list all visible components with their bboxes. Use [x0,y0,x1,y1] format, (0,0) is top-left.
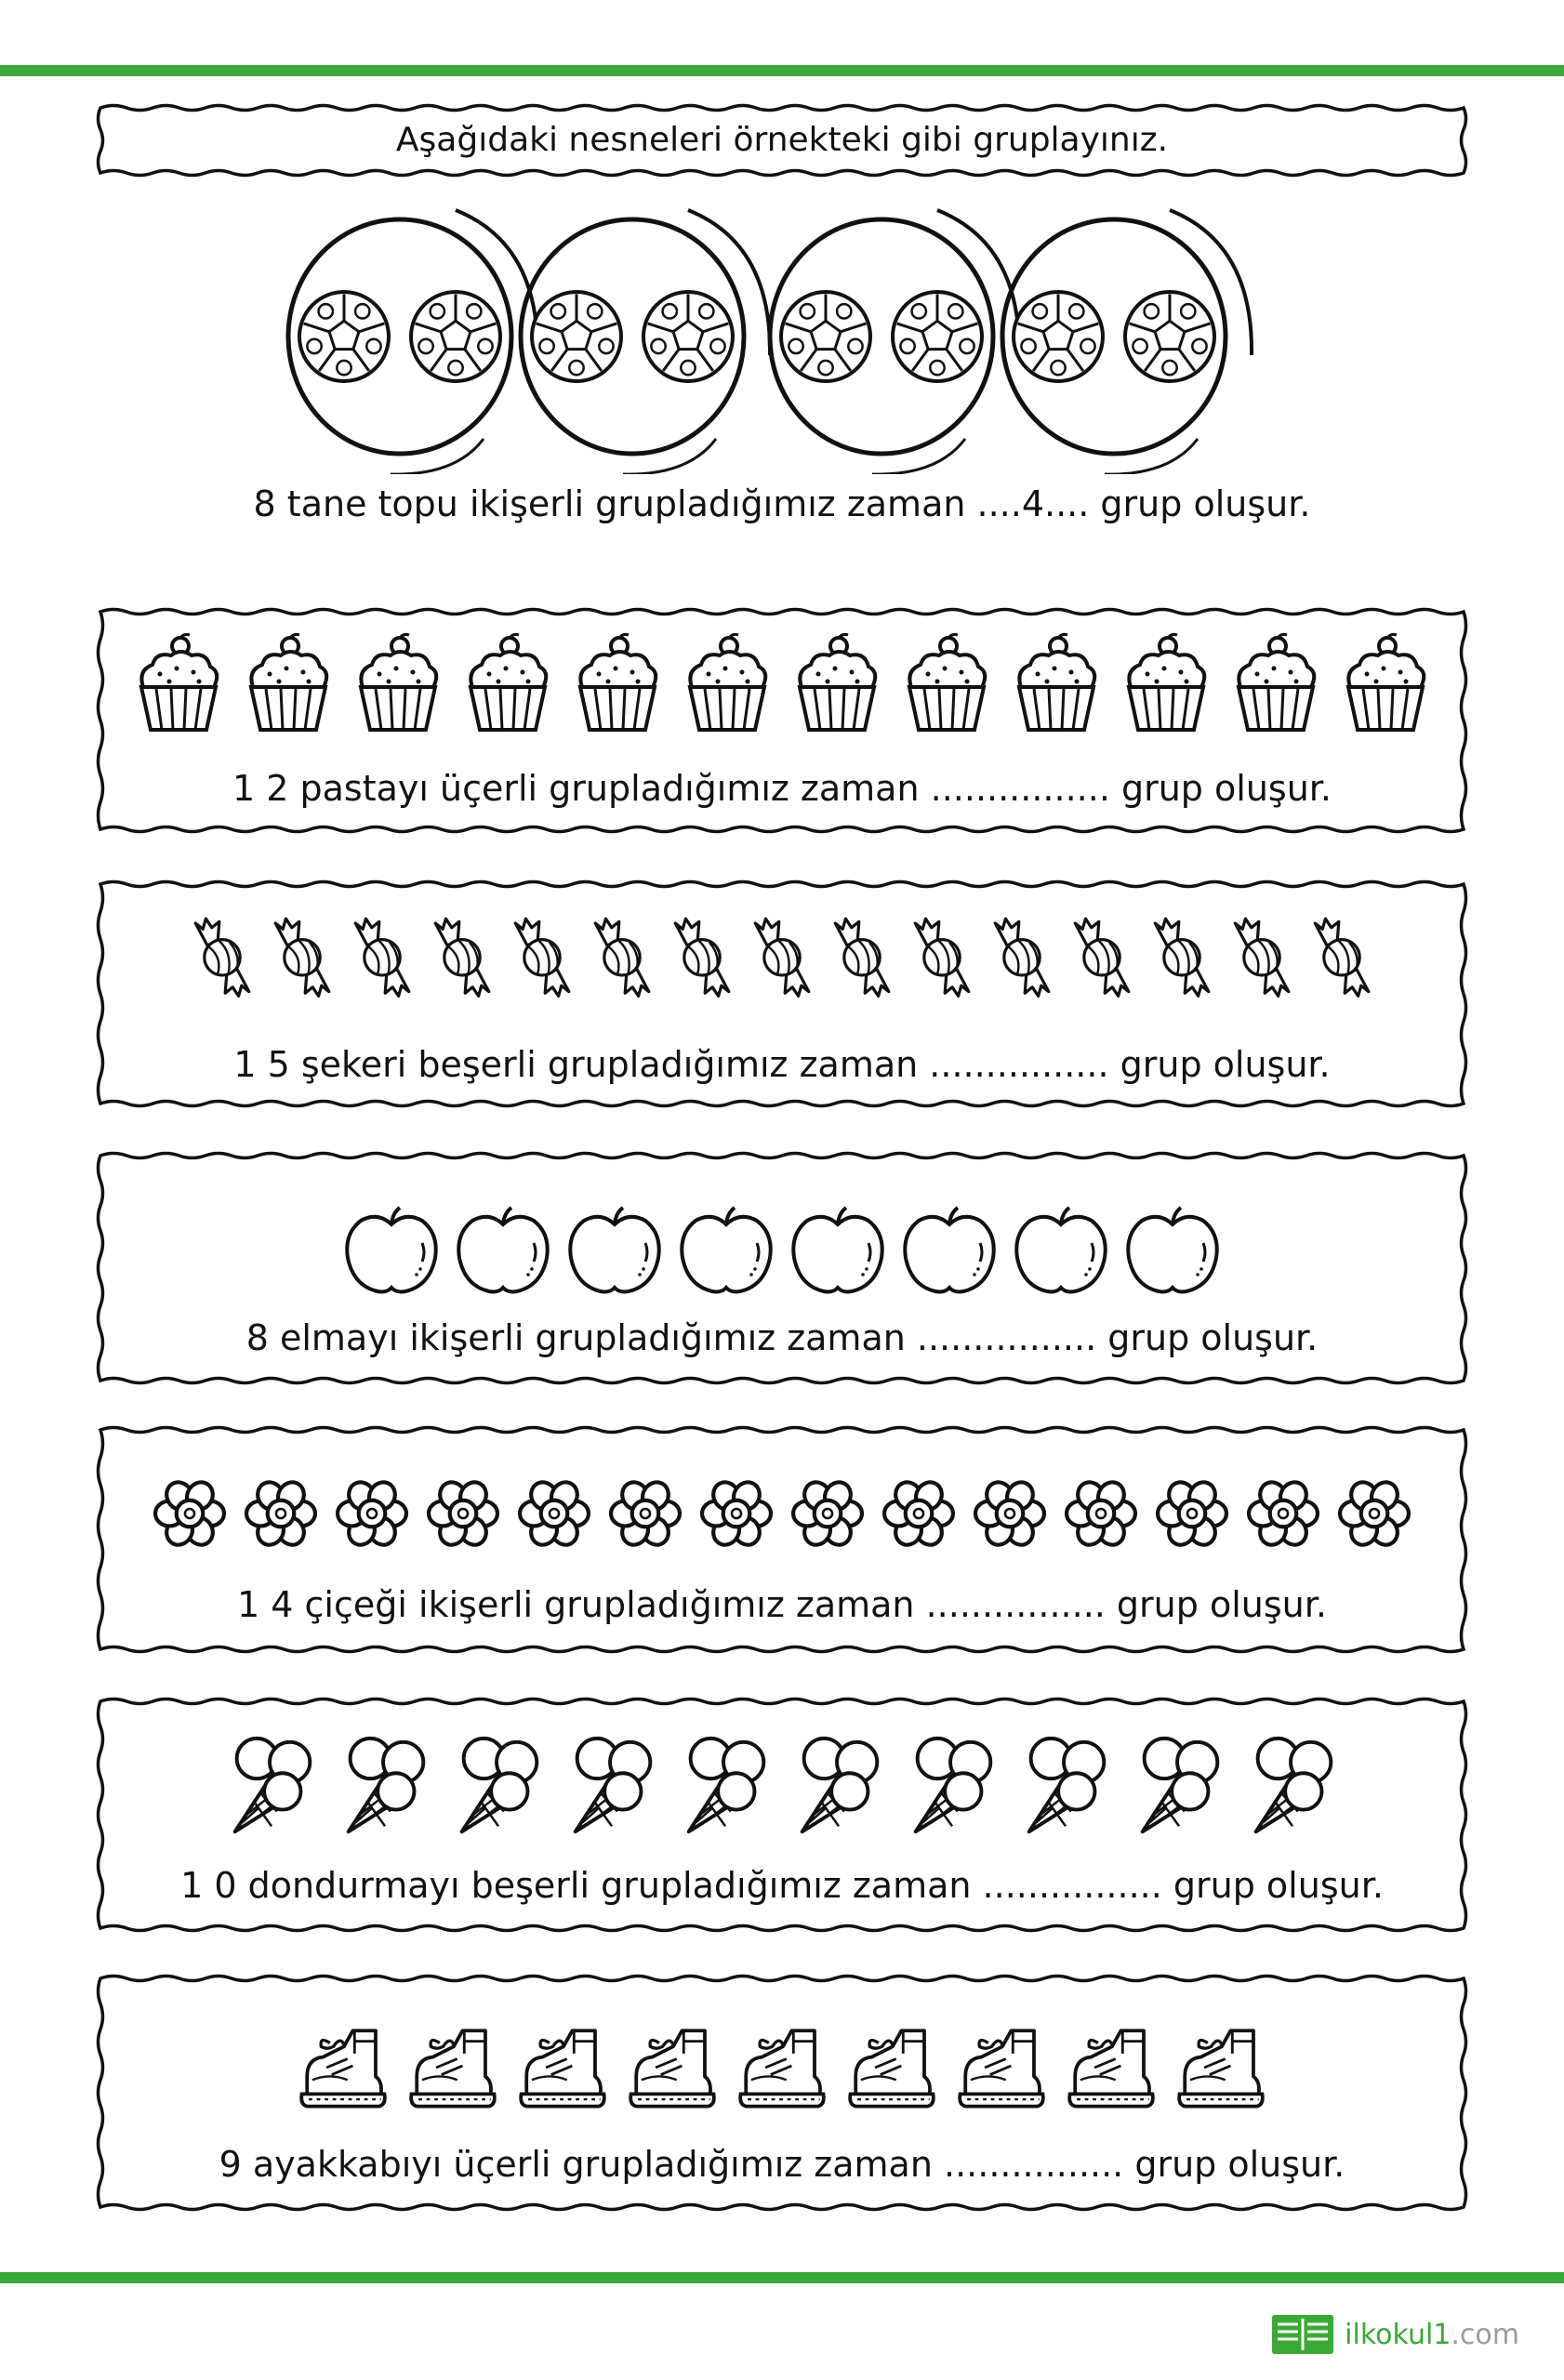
cupcake-icon [1010,632,1103,736]
shoe-icon [1173,2023,1269,2112]
soccer-ball-icon [893,292,982,381]
candy-icon [985,905,1059,1009]
candy-icon [1145,905,1219,1009]
ice-cream-icon [565,1731,658,1841]
exercise-sentence: 9 ayakkabıyı üçerli grupladığımız zaman ................ grup oluşur. [219,2144,1345,2185]
candy-icon [585,905,659,1009]
flower-icon [606,1474,684,1553]
brand-logo [1270,2311,1519,2358]
brand-name: ilkokul1 [1345,2318,1451,2351]
flower-icon [880,1474,958,1553]
exercise-sentence: 1 4 çiçeği ikişerli grupladığımız zaman ................ grup oluşur. [237,1584,1327,1625]
shoe-icon [295,2023,391,2112]
apple-icon [898,1204,1001,1297]
bottom-green-line [0,2272,1564,2283]
cupcake-icon [790,632,883,736]
cupcake-icon [681,632,774,736]
flower-icon [697,1474,775,1553]
candy-icon [185,905,259,1009]
icon-row [93,905,1471,1009]
icon-row [93,2023,1471,2112]
ice-cream-icon [338,1731,431,1841]
exercise-box [93,1971,1471,2215]
exercise-box [93,1148,1471,1388]
cupcake-icon [900,632,993,736]
cupcake-icon [1339,632,1432,736]
ice-cream-icon [1019,1731,1112,1841]
ice-cream-icon [679,1731,772,1841]
exercise-sentence: 1 5 şekeri beşerli grupladığımız zaman ................ grup oluşur. [233,1044,1331,1085]
shoe-icon [624,2023,721,2112]
apple-icon [675,1204,777,1297]
shoe-icon [1063,2023,1160,2112]
exercise-box [93,1422,1471,1657]
candy-icon [905,905,979,1009]
example-sentence: 8 tane topu ikişerli grupladığımız zaman ....4.... grup oluşur. [253,483,1311,524]
exercise-sentence: 1 0 dondurmayı beşerli grupladığımız zaman ................ grup oluşur. [180,1865,1384,1906]
candy-icon [1065,905,1139,1009]
cupcake-icon [351,632,444,736]
candy-icon [745,905,819,1009]
apple-icon [452,1204,554,1297]
flower-icon [1244,1474,1322,1553]
icon-row [93,632,1471,736]
ice-cream-icon [1133,1731,1226,1841]
flower-icon [1153,1474,1231,1553]
ice-cream-icon [906,1731,999,1841]
exercise-box [93,877,1471,1111]
flower-icon [424,1474,502,1553]
shoe-icon [514,2023,611,2112]
ball-group [770,210,1019,474]
shoe-icon [843,2023,940,2112]
ball-group [521,210,770,474]
book-icon [1270,2311,1335,2358]
shoe-icon [953,2023,1050,2112]
candy-icon [505,905,579,1009]
soccer-ball-icon [781,292,870,381]
cupcake-icon [242,632,335,736]
icon-row [93,1731,1471,1841]
ice-cream-icon [792,1731,885,1841]
flower-icon [971,1474,1049,1553]
icon-row [93,1204,1471,1297]
flower-icon [515,1474,593,1553]
soccer-ball-icon [1014,292,1103,381]
exercise-box [93,1694,1471,1936]
soccer-ball-icon [411,292,500,381]
ball-group [1002,210,1252,474]
ice-cream-icon [225,1731,318,1841]
flower-icon [333,1474,411,1553]
soccer-ball-icon [299,292,389,381]
apple-icon [563,1204,666,1297]
shoe-icon [404,2023,501,2112]
ice-cream-icon [1246,1731,1339,1841]
cupcake-icon [1120,632,1213,736]
shoe-icon [734,2023,830,2112]
candy-icon [1305,905,1379,1009]
soccer-ball-icon [532,292,621,381]
flower-icon [242,1474,320,1553]
candy-icon [425,905,499,1009]
exercise-box [93,604,1471,837]
soccer-ball-icon [1125,292,1214,381]
instruction-text: Aşağıdaki nesneleri örnekteki gibi gruplayınız. [395,121,1169,159]
brand-domain: .com [1451,2318,1519,2351]
cupcake-icon [132,632,225,736]
cupcake-icon [461,632,554,736]
cupcake-icon [571,632,664,736]
candy-icon [1225,905,1299,1009]
flower-icon [151,1474,229,1553]
apple-icon [787,1204,889,1297]
icon-row [93,1474,1471,1553]
soccer-ball-icon [643,292,733,381]
candy-icon [265,905,339,1009]
cupcake-icon [1229,632,1322,736]
flower-icon [789,1474,867,1553]
ice-cream-icon [452,1731,545,1841]
flower-icon [1062,1474,1140,1553]
exercise-sentence: 1 2 pastayı üçerli grupladığımız zaman ................ grup oluşur. [232,768,1332,809]
apple-icon [340,1204,443,1297]
ball-group [288,210,537,474]
flower-icon [1335,1474,1413,1553]
candy-icon [825,905,899,1009]
candy-icon [665,905,739,1009]
example-ball-groups [0,0,1564,474]
exercise-sentence: 8 elmayı ikişerli grupladığımız zaman ................ grup oluşur. [245,1317,1319,1358]
apple-icon [1121,1204,1224,1297]
candy-icon [345,905,419,1009]
apple-icon [1010,1204,1112,1297]
